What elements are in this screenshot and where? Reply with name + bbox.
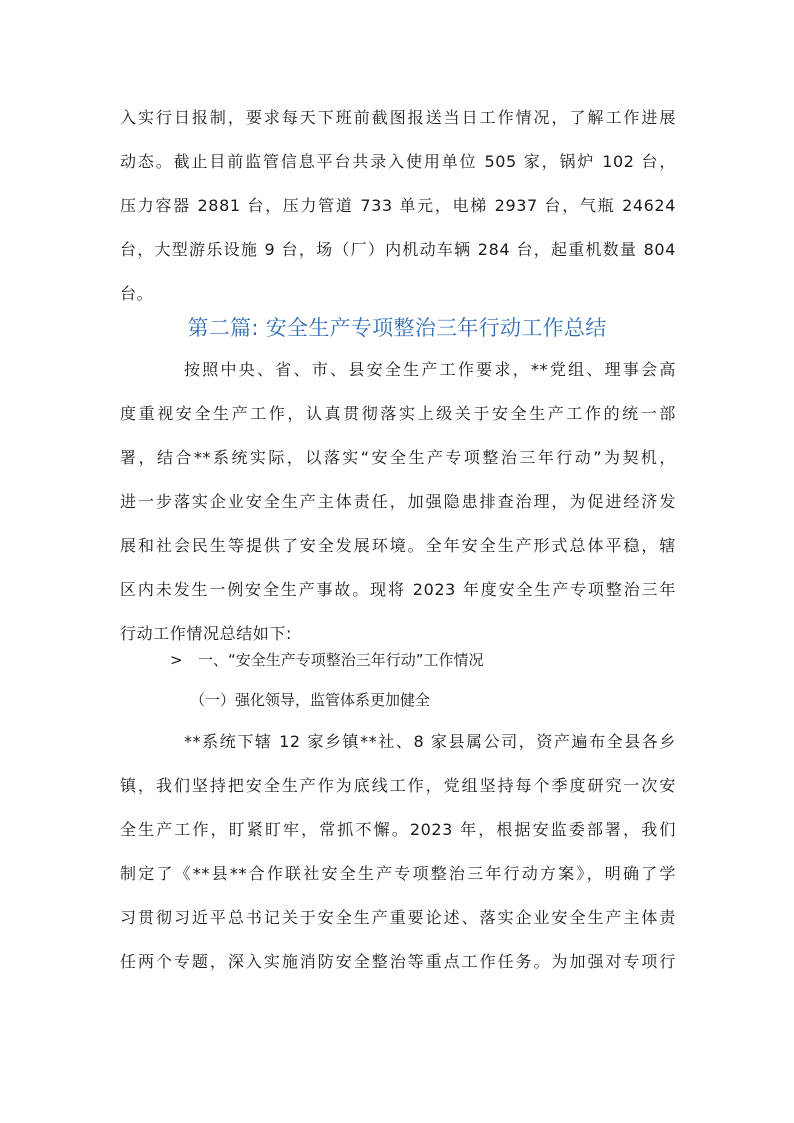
outline-heading-text: 一、“安全生产专项整治三年行动”工作情况 bbox=[198, 651, 484, 669]
text-line: 动态。截止目前监管信息平台共录入使用单位 505 家，锅炉 102 台， bbox=[120, 152, 676, 171]
text-line: 按照中央、省、市、县安全生产工作要求，**党组、理事会高 bbox=[184, 360, 676, 379]
text-line: 区内未发生一例安全生产事故。现将 2023 年度安全生产专项整治三年 bbox=[120, 580, 676, 599]
text-line: 镇，我们坚持把安全生产作为底线工作，党组坚持每个季度研究一次安 bbox=[120, 776, 676, 795]
text-line: 署，结合**系统实际，以落实“安全生产专项整治三年行动”为契机， bbox=[120, 448, 676, 467]
text-line: 度重视安全生产工作，认真贯彻落实上级关于安全生产工作的统一部 bbox=[120, 404, 676, 423]
text-line: 压力容器 2881 台，压力管道 733 单元，电梯 2937 台，气瓶 24624 bbox=[120, 196, 676, 215]
text-line: 台。 bbox=[120, 284, 154, 303]
text-line: 全生产工作，盯紧盯牢，常抓不懈。2023 年，根据安监委部署，我们 bbox=[120, 820, 676, 839]
outline-heading bbox=[170, 640, 484, 680]
text-line: 制定了《**县**合作联社安全生产专项整治三年行动方案》，明确了学 bbox=[120, 864, 676, 883]
arrow-bullet-icon: > bbox=[170, 651, 183, 669]
text-line: 行动工作情况总结如下: bbox=[120, 624, 292, 643]
intro-paragraph bbox=[120, 348, 676, 656]
text-line: 台，大型游乐设施 9 台，场（厂）内机动车辆 284 台，起重机数量 804 bbox=[120, 240, 676, 259]
text-line: 习贯彻习近平总书记关于安全生产重要论述、落实企业安全生产主体责 bbox=[120, 908, 676, 927]
text-line: 入实行日报制，要求每天下班前截图报送当日工作情况，了解工作进展 bbox=[120, 108, 676, 127]
continuation-paragraph bbox=[120, 96, 676, 316]
text-line: 任两个专题，深入实施消防安全整治等重点工作任务。为加强对专项行 bbox=[120, 952, 676, 971]
section-title: 第二篇: 安全生产专项整治三年行动工作总结 bbox=[187, 316, 607, 340]
text-line: 进一步落实企业安全生产主体责任，加强隐患排查治理，为促进经济发 bbox=[120, 492, 676, 511]
text-line: 展和社会民生等提供了安全发展环境。全年安全生产形式总体平稳，辖 bbox=[120, 536, 676, 555]
sub-heading: （一）强化领导，监管体系更加健全 bbox=[190, 691, 431, 709]
text-line: **系统下辖 12 家乡镇**社、8 家县属公司，资产遍布全县各乡 bbox=[184, 732, 676, 751]
body-paragraph bbox=[120, 720, 676, 984]
